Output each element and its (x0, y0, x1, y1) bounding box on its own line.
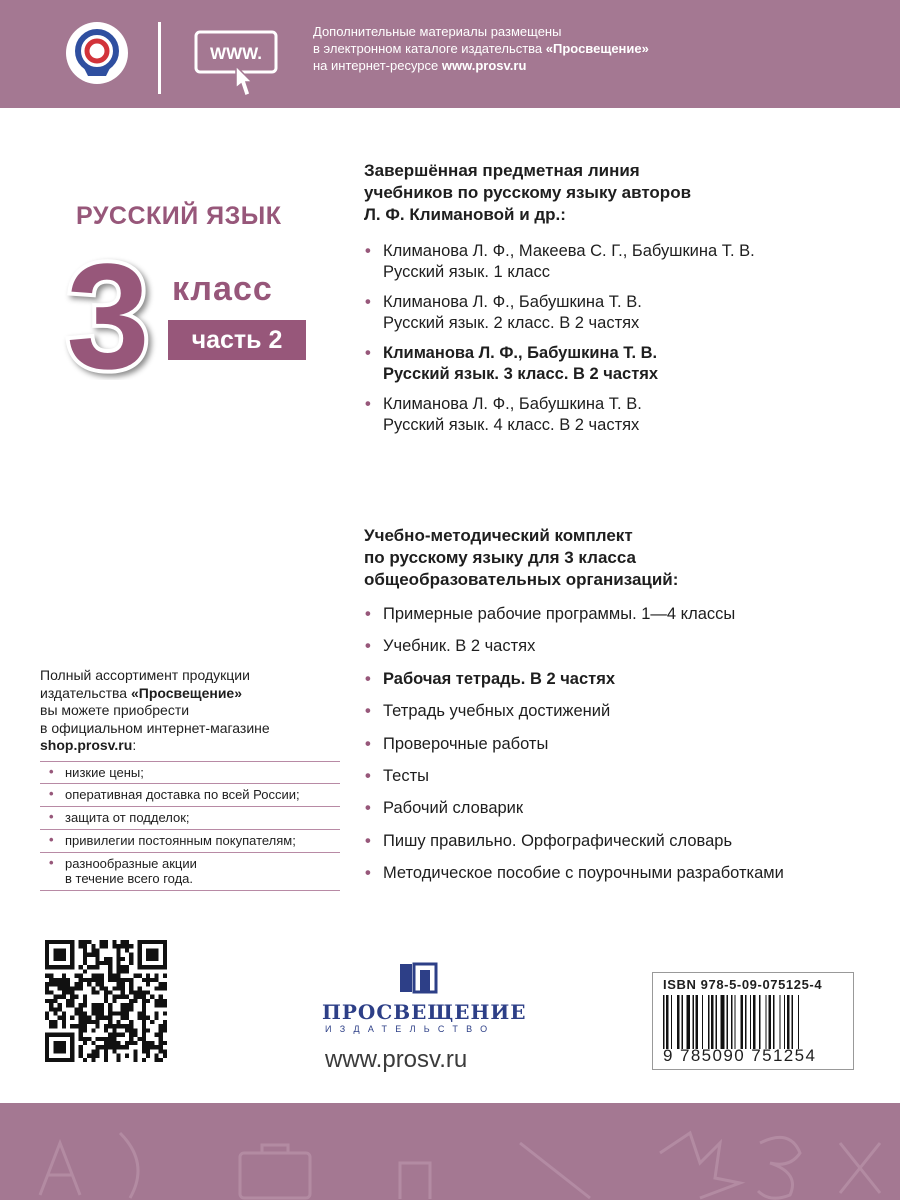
list-item: • Климанова Л. Ф., Макеева С. Г., Бабушкина Т. В. Русский язык. 1 класс (365, 242, 755, 281)
www-cursor-icon (194, 30, 280, 100)
header-divider (158, 22, 161, 94)
shop-info (40, 667, 340, 891)
list-item-current: • Рабочая тетрадь. В 2 частях (365, 669, 616, 688)
list-item: • Климанова Л. Ф., Бабушкина Т. В. Русский язык. 4 класс. В 2 частях (365, 395, 642, 434)
list-item: • Тетрадь учебных достижений (365, 702, 611, 721)
list-item: • защита от подделок; (40, 806, 340, 829)
list-item: • привилегии постоянным покупателям; (40, 829, 340, 852)
notice-line: Дополнительные материалы размещены (313, 24, 562, 39)
list-item: • Примерные рабочие программы. 1—4 классы (365, 605, 736, 623)
list-item: • Рабочий словарик (365, 799, 524, 818)
publisher-emblem-icon (66, 22, 128, 84)
barcode-bars (663, 995, 841, 1049)
grade-number-text: 3 (66, 240, 150, 380)
shop-benefits-list (40, 761, 340, 892)
list-item: • Проверочные работы (365, 734, 549, 753)
shop-line: Полный ассортимент продукции (40, 667, 250, 683)
www-label: WWW. (210, 44, 262, 63)
bottom-band (0, 1103, 900, 1200)
kit-heading: Учебно-методический комплект по русскому языку для 3 класса общеобразовательных организаций: (364, 526, 679, 589)
list-item: • Тесты (365, 766, 429, 785)
list-item: • разнообразные акции в течение всего года. (40, 852, 340, 892)
list-item: • Климанова Л. Ф., Бабушкина Т. В. Русский язык. 2 класс. В 2 частях (365, 293, 642, 332)
list-item: • оперативная доставка по всей России; (40, 783, 340, 806)
qr-code-icon[interactable] (45, 940, 167, 1062)
list-item: • Методическое пособие с поурочными разработками (365, 864, 784, 883)
shop-line: в официальном интернет-магазине (40, 719, 270, 736)
isbn-number: ISBN 978-5-09-075125-4 (663, 977, 823, 992)
list-item: • Пишу правильно. Орфографический словарь (365, 831, 733, 850)
publisher-name-inline: «Просвещение» (545, 41, 649, 56)
online-materials-notice (313, 23, 733, 74)
notice-line: в электронном каталоге издательства «Просвещение» (313, 41, 649, 56)
publisher-logo-icon (398, 962, 440, 994)
publisher-subtitle: ИЗДАТЕЛЬСТВО (325, 1024, 496, 1034)
barcode-digits: 9 785090 751254 (663, 1046, 817, 1065)
kit-section (364, 525, 874, 896)
shop-line: shop.prosv.ru: (40, 737, 137, 753)
list-item: • Учебник. В 2 частях (365, 637, 536, 656)
website-link[interactable]: www.prosv.ru (441, 58, 527, 73)
series-section (364, 160, 874, 445)
publisher-url[interactable]: www.prosv.ru (325, 1046, 468, 1073)
list-item-current: • Климанова Л. Ф., Бабушкина Т. В. Русский язык. 3 класс. В 2 частях (365, 344, 659, 383)
grade-word: класс (172, 270, 273, 308)
shop-line: издательства «Просвещение» (40, 684, 242, 701)
decorative-doodles (0, 1103, 900, 1200)
list-item: • низкие цены; (40, 761, 340, 784)
series-list (364, 241, 874, 436)
grade-number (40, 240, 180, 380)
publisher-name: ПРОСВЕЩЕНИЕ (322, 1000, 527, 1024)
subject-title: РУССКИЙ ЯЗЫК (76, 202, 282, 230)
shop-line: вы можете приобрести (40, 702, 190, 718)
shop-link[interactable]: shop.prosv.ru (40, 737, 133, 753)
part-badge: часть 2 (168, 320, 306, 360)
notice-line: на интернет-ресурсе www.prosv.ru (313, 58, 527, 73)
kit-list (364, 604, 874, 884)
series-heading: Завершённая предметная линия учебников по русскому языку авторов Л. Ф. Климановой и др.: (364, 161, 692, 224)
